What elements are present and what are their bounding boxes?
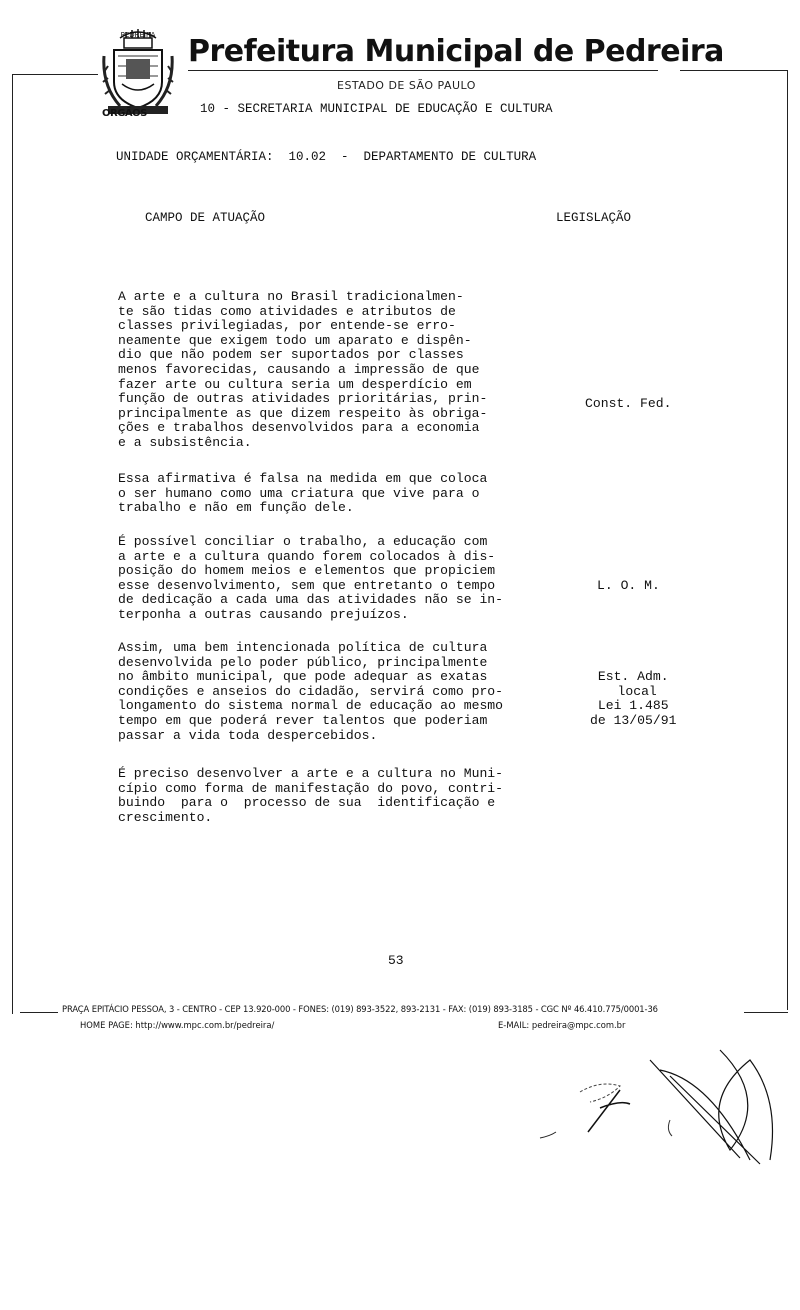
paragraph-1: A arte e a cultura no Brasil tradicionalmen- te são tidas como atividades e atributos de classes privilegiadas, por entende-se erro- neamente que exigem todo um aparato e dispên- dio que não podem ser suportados por classes menos favorecidas, causando a impressão de que fazer arte ou cultura seria um desperdício em função de outras atividades prioritárias, prin- principalmente as que dizem respeito às obriga- ções e trabalhos desenvolvidos para a economia e a subsistência. xyxy=(118,289,488,450)
page-number: 53 xyxy=(388,953,404,968)
column-heading-legislacao: LEGISLAÇÃO xyxy=(556,211,632,225)
state-subtitle: ESTADO DE SÃO PAULO xyxy=(337,79,476,92)
header-rule-title xyxy=(188,70,658,71)
header-rule-left-vertical xyxy=(12,74,13,1014)
page-title: Prefeitura Municipal de Pedreira xyxy=(188,34,724,69)
legislation-lom: L. O. M. xyxy=(597,578,660,593)
legislation-const: Const. Fed. xyxy=(585,396,672,411)
footer-homepage: HOME PAGE: http://www.mpc.com.br/pedreira/ xyxy=(80,1020,275,1030)
header-rule-right-vertical xyxy=(787,70,788,1010)
svg-text:PEDREIRA: PEDREIRA xyxy=(120,31,156,39)
column-heading-campo: CAMPO DE ATUAÇÃO xyxy=(145,211,266,225)
footer-address: PRAÇA EPITÁCIO PESSOA, 3 - CENTRO - CEP 13.920-000 - FONES: (019) 893-3522, 893-2131 - FAX: (019) 893-3185 - CGC Nº 46.410.775/0001-36 xyxy=(62,1004,658,1014)
signature-icon xyxy=(520,1040,790,1180)
secretaria-line: 10 - SECRETARIA MUNICIPAL DE EDUCAÇÃO E CULTURA xyxy=(200,102,553,116)
legislation-est: Est. Adm. local Lei 1.485 de 13/05/91 xyxy=(590,669,677,728)
header-rule-right xyxy=(680,70,788,71)
footer-rule-left xyxy=(20,1012,58,1013)
paragraph-4: Assim, uma bem intencionada política de cultura desenvolvida pelo poder público, principalmente no âmbito municipal, que pode adequar as exatas condições e anseios do cidadão, servirá como pro- longamento do sistema normal de educação ao mesmo tempo em que poderá rever talentos que poderiam passar a vida toda despercebidos. xyxy=(118,640,504,743)
unidade-orcamentaria: UNIDADE ORÇAMENTÁRIA: 10.02 - DEPARTAMENTO DE CULTURA xyxy=(116,150,537,164)
paragraph-2: Essa afirmativa é falsa na medida em que coloca o ser humano como uma criatura que vive para o trabalho e não em função dele. xyxy=(118,471,488,516)
paragraph-3: É possível conciliar o trabalho, a educação com a arte e a cultura quando forem colocados à dis- posição do homem meios e elementos que propiciem esse desenvolvimento, sem que entretanto o tempo de dedicação a cada uma das atividades não se in- terponha a outras causando prejuízos. xyxy=(118,534,504,622)
crest-icon xyxy=(100,26,176,118)
header-rule-left xyxy=(12,74,98,75)
crest-label: ORGÃOS xyxy=(102,108,147,119)
paragraph-5: É preciso desenvolver a arte e a cultura no Muni- cípio como forma de manifestação do povo, contri- buindo para o processo de sua identificação e crescimento. xyxy=(118,766,504,825)
footer-email: E-MAIL: pedreira@mpc.com.br xyxy=(498,1020,626,1030)
footer-rule-right xyxy=(744,1012,788,1013)
